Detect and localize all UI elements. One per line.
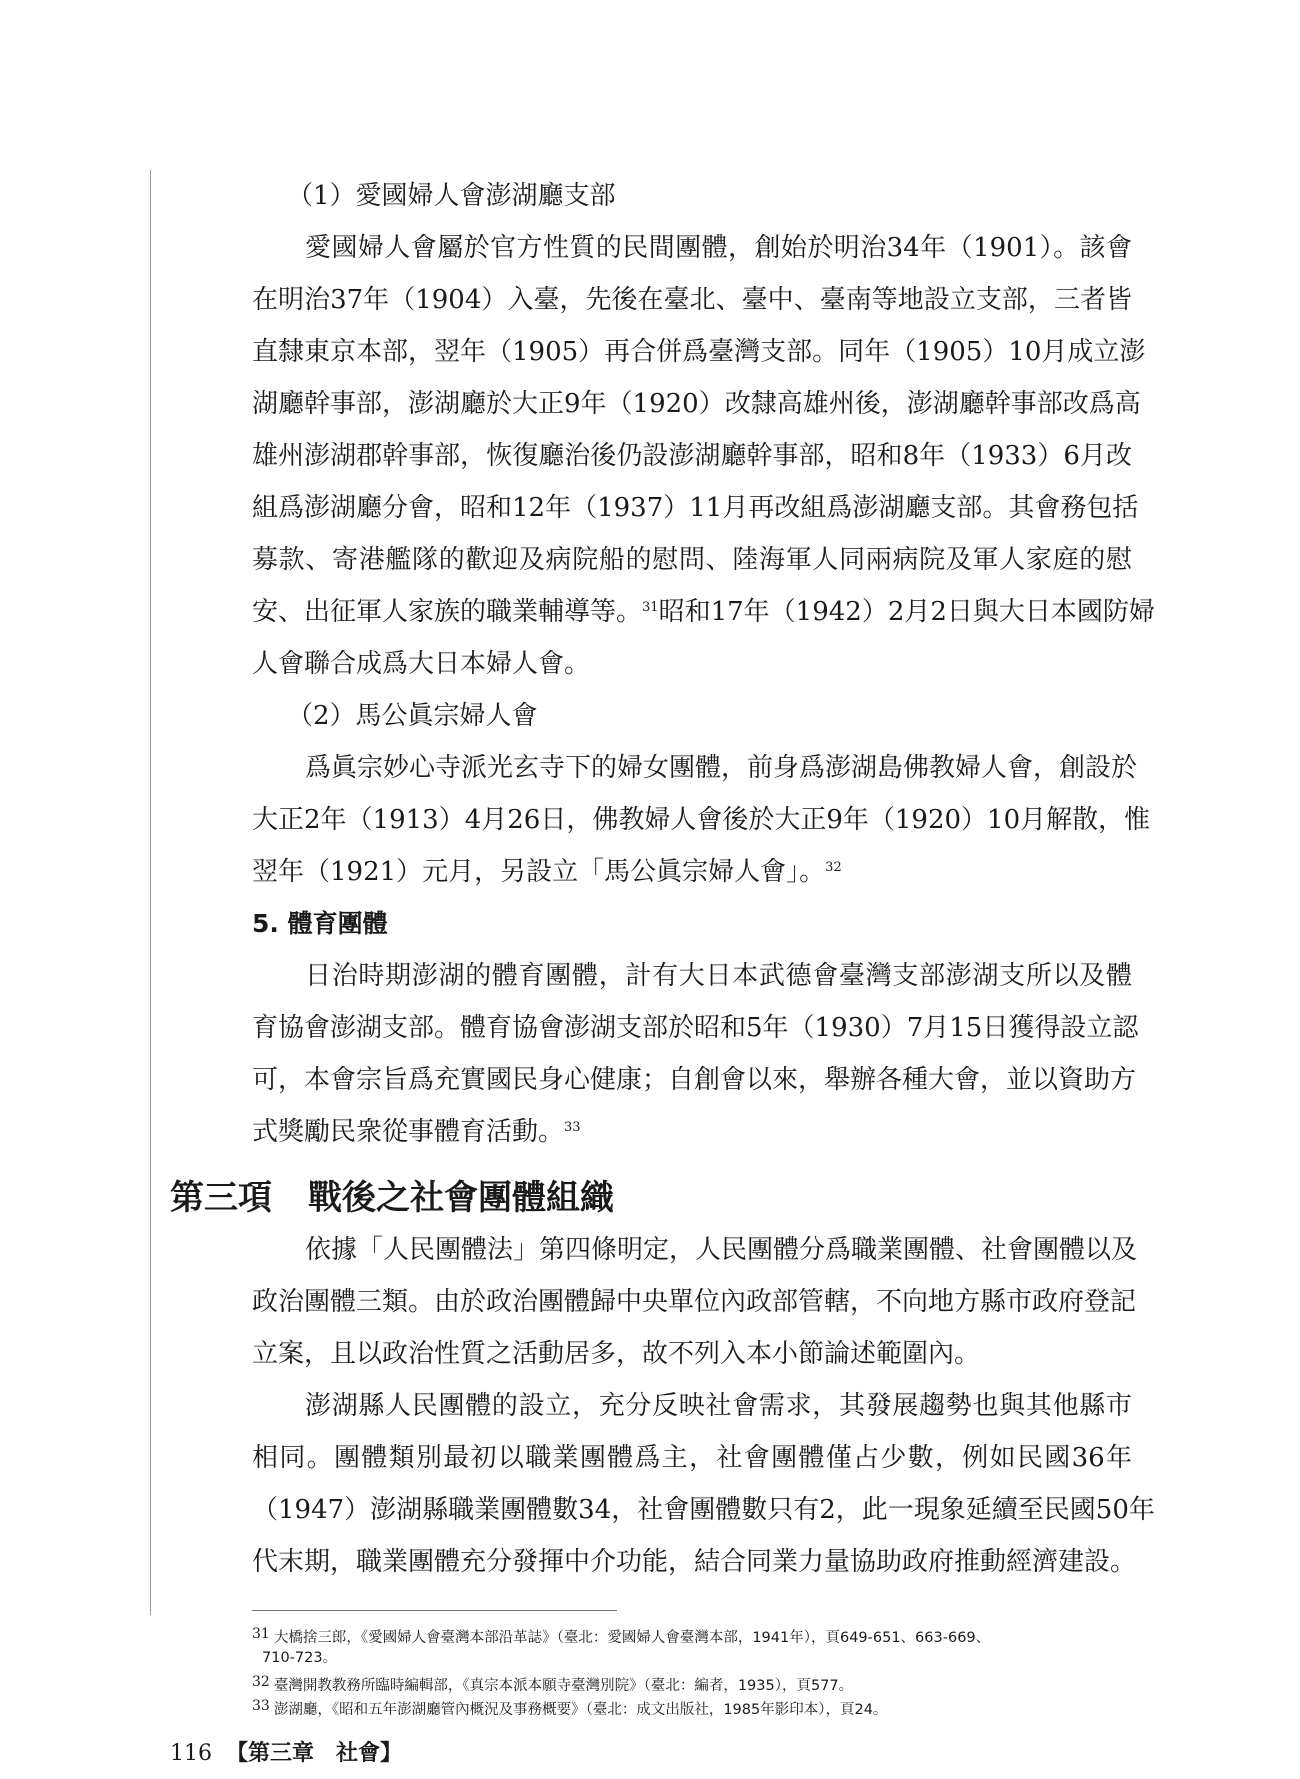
section-title — [170, 1172, 614, 1224]
paragraph-line: 大正2年（1913）4月26日，佛教婦人會後於大正9年（1920）10月解散，惟 — [252, 805, 1151, 835]
paragraph-line: （1947）澎湖縣職業團體數34，社會團體數只有2，此一現象延續至民國50年 — [252, 1495, 1155, 1525]
paragraph-line: 直隸東京本部，翌年（1905）再合併爲臺灣支部。同年（1905）10月成立澎 — [252, 337, 1146, 367]
paragraph-text: 式獎勵民衆從事體育活動。 — [252, 1117, 565, 1147]
section-name: 戰後之社會團體組織 — [308, 1178, 614, 1218]
paragraph-line: 人會聯合成爲大日本婦人會。 — [252, 649, 591, 679]
footnote-divider — [252, 1610, 617, 1611]
paragraph-line: 爲眞宗妙心寺派光玄寺下的婦女團體，前身爲澎湖島佛教婦人會，創設於 — [305, 753, 1138, 783]
footnote-ref-31: 31 — [642, 600, 659, 615]
numbered-heading-5: 5. 體育團體 — [252, 909, 388, 938]
paragraph-line: 育協會澎湖支部。體育協會澎湖支部於昭和5年（1930）7月15日獲得設立認 — [252, 1013, 1139, 1043]
paragraph-line: 立案，且以政治性質之活動居多，故不列入本小節論述範圍內。 — [252, 1339, 981, 1369]
footnote-text: 臺灣開教教務所臨時編輯部，《真宗本派本願寺臺灣別院》（臺北：編者，1935），頁577。 — [273, 1678, 854, 1694]
paragraph-line: 愛國婦人會屬於官方性質的民間團體，創始於明治34年（1901）。該會 — [305, 233, 1132, 263]
paragraph-line — [252, 586, 1155, 638]
paragraph-line: 湖廳幹事部，澎湖廳於大正9年（1920）改隸高雄州後，澎湖廳幹事部改爲高 — [252, 389, 1141, 419]
paragraph-line — [252, 1106, 1132, 1158]
running-chapter: 【第三章 社會】 — [226, 1740, 403, 1766]
paragraph-line: 依據「人民團體法」第四條明定，人民團體分爲職業團體、社會團體以及 — [305, 1235, 1138, 1265]
footnote-33 — [252, 1694, 1132, 1722]
paragraph-line: 代末期，職業團體充分發揮中介功能，結合同業力量協助政府推動經濟建設。 — [252, 1547, 1137, 1577]
paragraph-text: 安、出征軍人家族的職業輔導等。 — [252, 597, 643, 627]
footnote-text: 大橋捨三郎，《愛國婦人會臺灣本部沿革誌》（臺北：愛國婦人會臺灣本部，1941年），頁649-651、663-669、 — [273, 1630, 991, 1646]
paragraph-line: 政治團體三類。由於政治團體歸中央單位內政部管轄，不向地方縣市政府登記 — [252, 1287, 1137, 1317]
footnote-ref-32: 32 — [825, 860, 842, 875]
footnote-number: 32 — [252, 1674, 270, 1690]
footnote-number: 31 — [252, 1626, 270, 1642]
subsection-heading-1: （1）愛國婦人會澎湖廳支部 — [287, 181, 616, 211]
paragraph-line — [252, 846, 1132, 898]
paragraph-line: 組爲澎湖廳分會，昭和12年（1937）11月再改組爲澎湖廳支部。其會務包括 — [252, 493, 1139, 523]
footnote-ref-33: 33 — [564, 1120, 581, 1135]
subsection-heading-2: （2）馬公眞宗婦人會 — [287, 701, 538, 731]
footnote-number: 33 — [252, 1698, 270, 1714]
section-number: 第三項 — [170, 1178, 272, 1218]
footnote-text: 澎湖廳，《昭和五年澎湖廳管內概況及事務概要》（臺北：成文出版社，1985年影印本），頁24。 — [273, 1702, 888, 1718]
paragraph-text: 昭和17年（1942）2月2日與大日本國防婦 — [658, 597, 1155, 627]
paragraph-line: 在明治37年（1904）入臺，先後在臺北、臺中、臺南等地設立支部，三者皆 — [252, 285, 1132, 315]
page-number: 116 — [170, 1741, 212, 1766]
paragraph-line: 澎湖縣人民團體的設立，充分反映社會需求，其發展趨勢也與其他縣市 — [305, 1391, 1132, 1421]
paragraph-line: 日治時期澎湖的體育團體，計有大日本武德會臺灣支部澎湖支所以及體 — [305, 961, 1132, 991]
page-folio — [170, 1738, 402, 1769]
paragraph-line: 可，本會宗旨爲充實國民身心健康；自創會以來，舉辦各種大會，並以資助方 — [252, 1065, 1137, 1095]
paragraph-text: 翌年（1921）元月，另設立「馬公眞宗婦人會」。 — [252, 857, 826, 887]
paragraph-line: 雄州澎湖郡幹事部，恢復廳治後仍設澎湖廳幹事部，昭和8年（1933）6月改 — [252, 441, 1132, 471]
footnote-31-continued: 710-723。 — [262, 1650, 338, 1666]
margin-rule — [150, 170, 151, 1615]
paragraph-line: 相同。團體類別最初以職業團體爲主，社會團體僅占少數，例如民國36年 — [252, 1443, 1132, 1473]
paragraph-line: 募款、寄港艦隊的歡迎及病院船的慰問、陸海軍人同兩病院及軍人家庭的慰 — [252, 545, 1132, 575]
